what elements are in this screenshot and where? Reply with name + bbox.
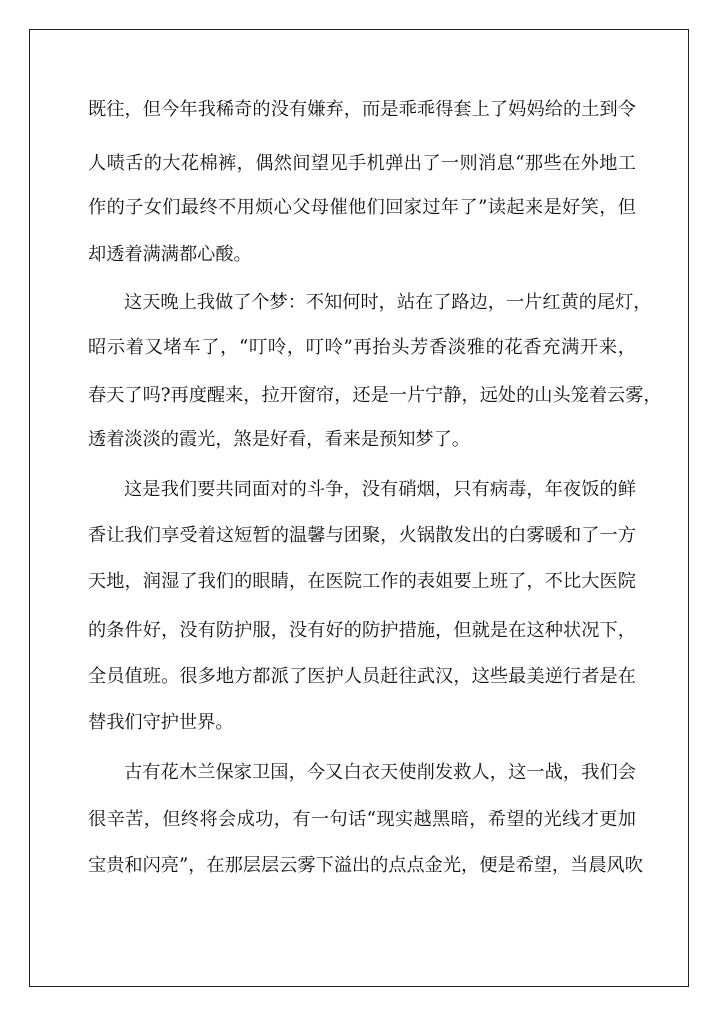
paragraph-first-line: 古有花木兰保家卫国，今又白衣天使削发救人，这一战，我们会 bbox=[124, 762, 636, 783]
text-line: 春天了吗?再度醒来，拉开窗帘，还是一片宁静，远处的山头笼着云雾， bbox=[88, 385, 662, 406]
text-line: 作的子女们最终不用烦心父母催他们回家过年了”读起来是好笑，但 bbox=[88, 197, 636, 218]
text-line: 昭示着又堵车了，“叮呤，叮呤”再抬头芳香淡雅的花香充满开来， bbox=[88, 337, 636, 358]
text-line: 人啧舌的大花棉裤，偶然间望见手机弹出了一则消息“那些在外地工 bbox=[88, 153, 636, 174]
text-line: 宝贵和闪亮”，在那层层云雾下溢出的点点金光，便是希望，当晨风吹 bbox=[88, 855, 643, 876]
text-line: 透着淡淡的霞光，煞是好看，看来是预知梦了。 bbox=[88, 429, 470, 450]
text-line: 的条件好，没有防护服，没有好的防护措施，但就是在这种状况下， bbox=[88, 620, 636, 641]
text-line: 全员值班。很多地方都派了医护人员赶往武汉，这些最美逆行者是在 bbox=[88, 666, 636, 687]
text-line: 替我们守护世界。 bbox=[88, 712, 234, 733]
paragraph-first-line: 这天晚上我做了个梦：不知何时，站在了路边，一片红黄的尾灯， bbox=[124, 292, 652, 313]
text-line: 既往，但今年我稀奇的没有嫌弃，而是乖乖得套上了妈妈给的土到令 bbox=[88, 99, 636, 120]
text-line: 香让我们享受着这短暂的温馨与团聚，火锅散发出的白雾暖和了一方 bbox=[88, 525, 636, 546]
paragraph-first-line: 这是我们要共同面对的斗争，没有硝烟，只有病毒，年夜饭的鲜 bbox=[124, 479, 636, 500]
text-line: 天地，润湿了我们的眼睛，在医院工作的表姐要上班了，不比大医院 bbox=[88, 571, 636, 592]
text-line: 很辛苦，但终将会成功，有一句话“现实越黑暗，希望的光线才更加 bbox=[88, 809, 636, 830]
text-line: 却透着满满都心酸。 bbox=[88, 244, 252, 265]
